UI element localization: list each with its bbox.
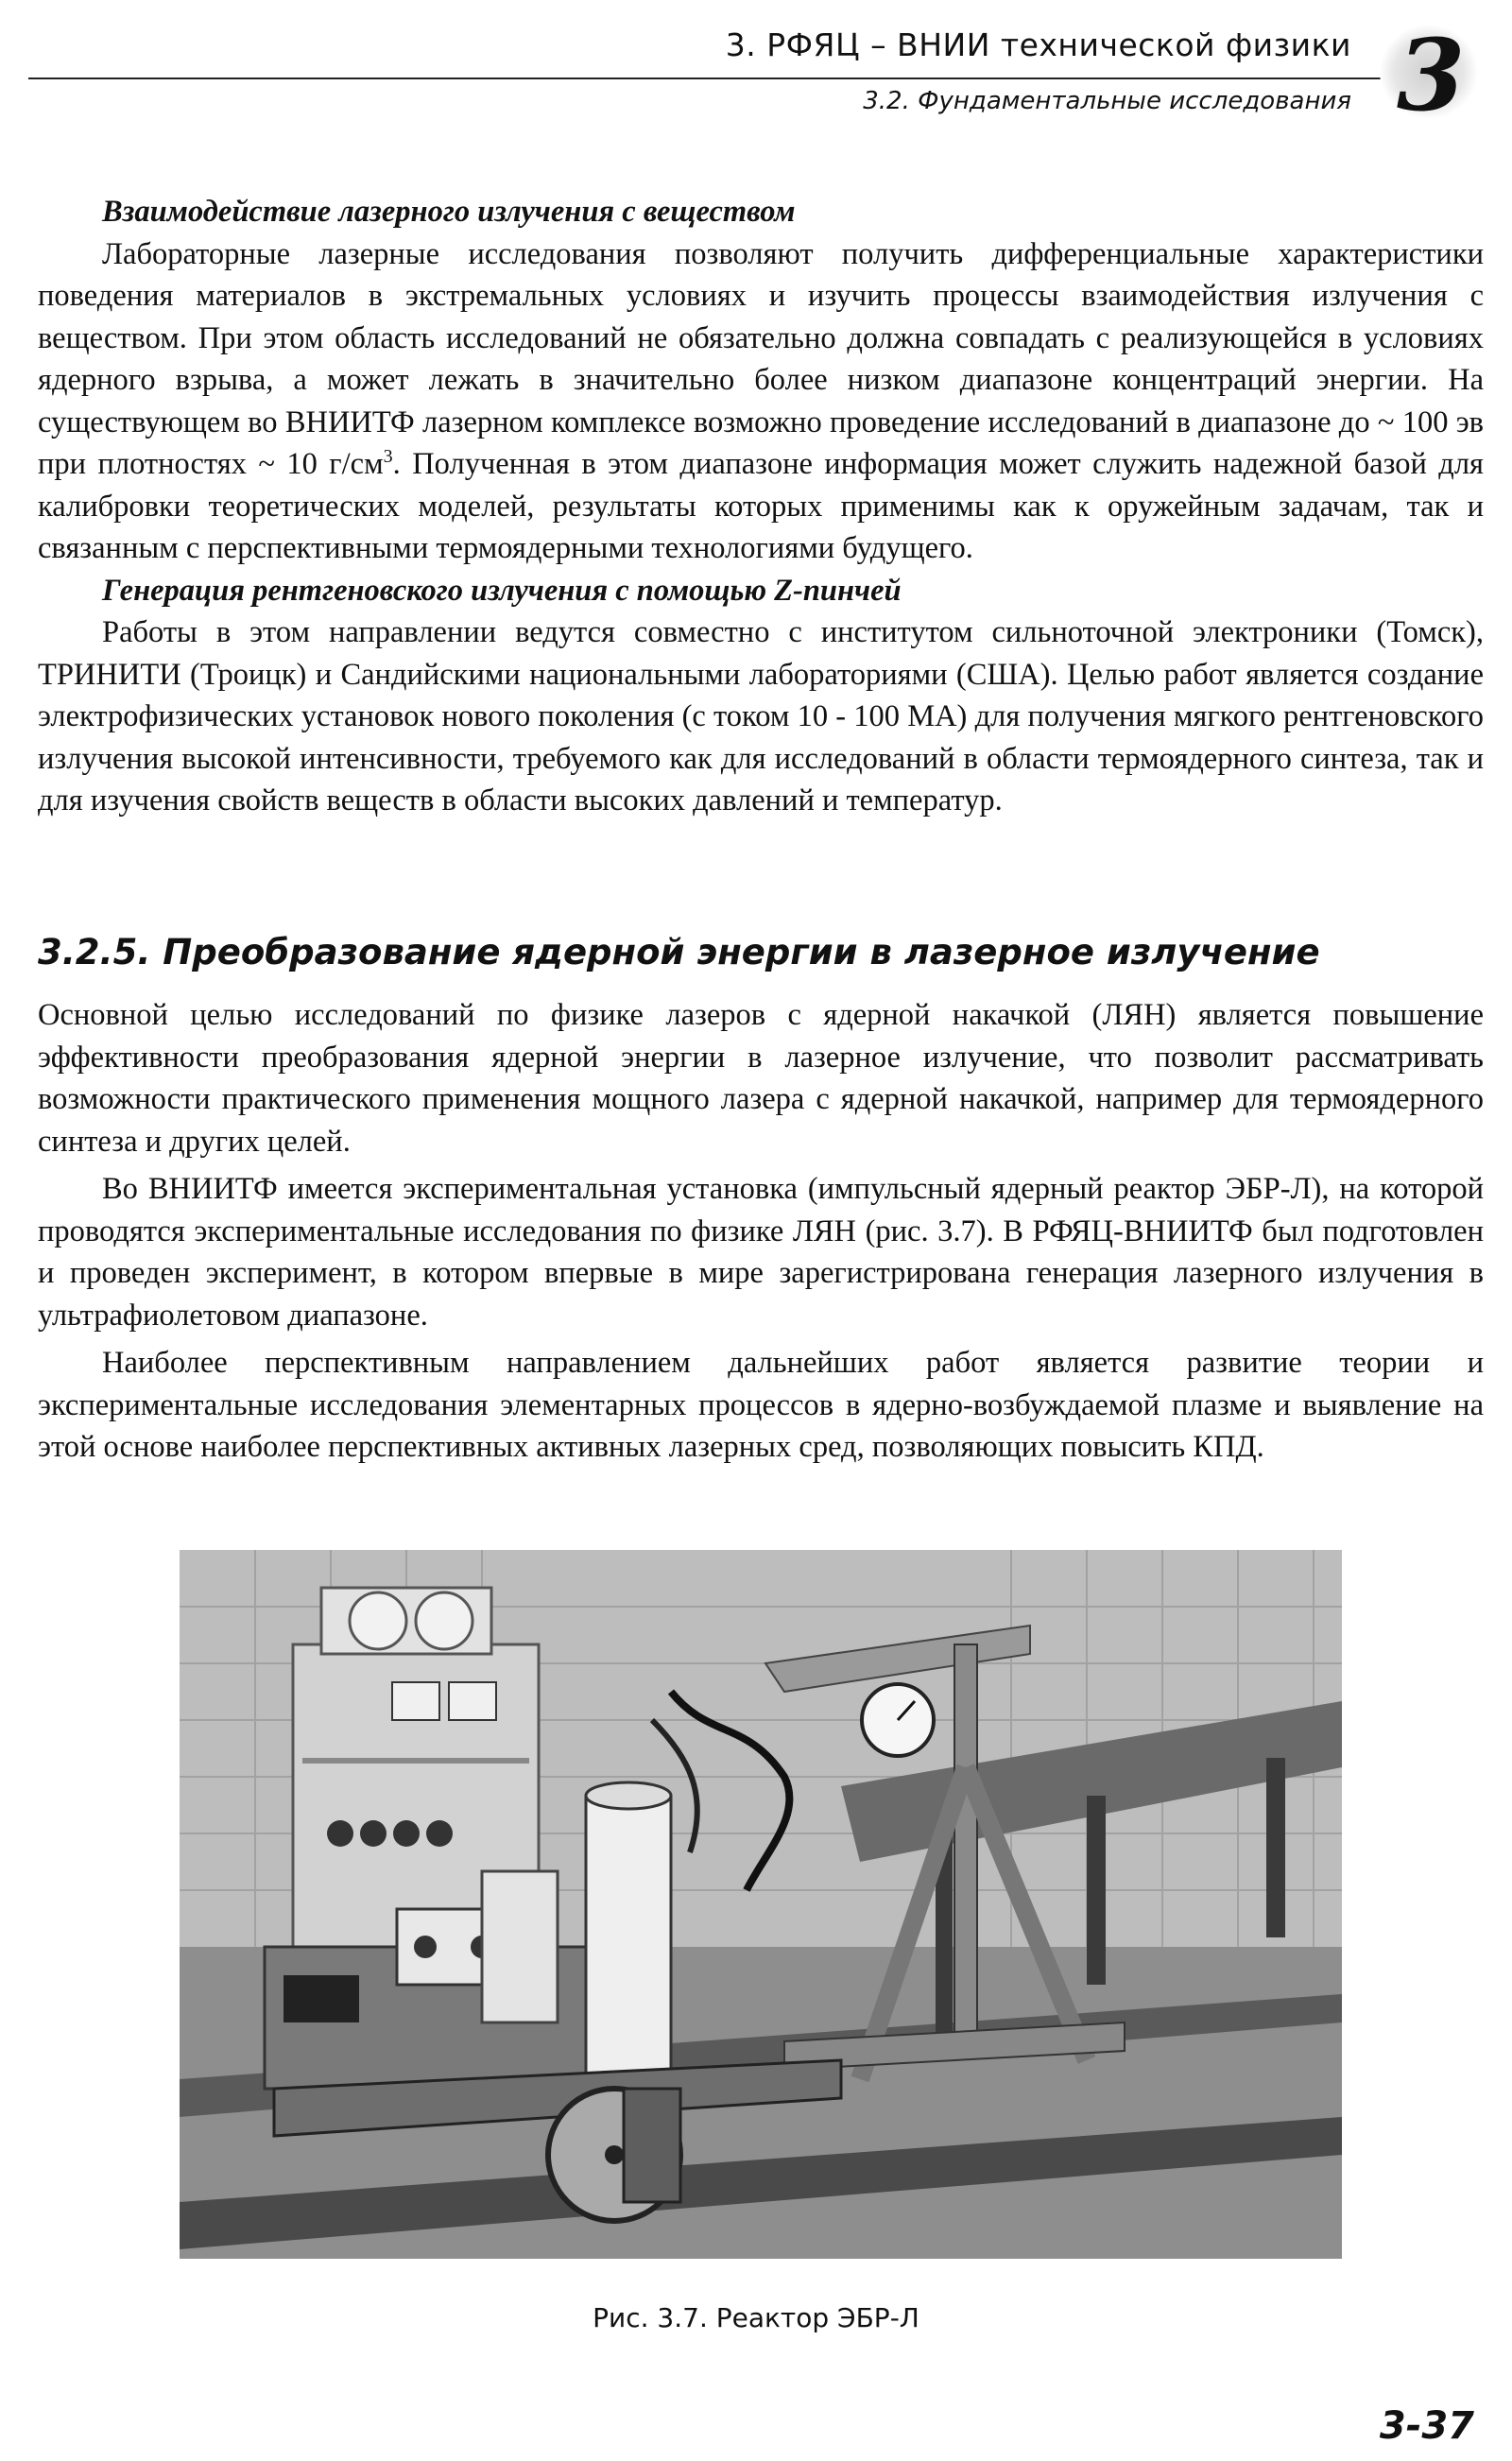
heading-laser-matter: Взаимодействие лазерного излучения с веществом: [102, 195, 796, 229]
paragraph-laser-matter-b: . Полученная в этом диапазоне информация может служить надежной базой для калибровки теоретических моделей, результаты которых применимы как к оружейным задачам, так и связанным с перспективными термоядерными технологиями будущего.: [38, 447, 1484, 565]
paragraph-laser-matter-a: Лабораторные лазерные исследования позволяют получить дифференциальные характеристики поведения материалов в экстремальных условиях и изучить процессы взаимодействия излучения с веществом. При этом область исследований не обязательно должна совпадать с реализующейся в условиях ядерного взрыва, а может лежать в значительно более низком диапазоне концентраций энергии. На существующем во ВНИИТФ лазерном комплексе возможно проведение исследований в диапазоне до ~ 100 эв при плотностях ~ 10 г/см: [38, 236, 1484, 481]
paragraph-lyan-goal: Основной целью исследований по физике лазеров с ядерной накачкой (ЛЯН) является повышение эффективности преобразования ядерной энергии в лазерное излучение, что позволит рассматривать возможности практического применения мощного лазера с ядерной накачкой, например для термоядерного синтеза и других целей.: [38, 998, 1484, 1159]
heading-z-pinch: Генерация рентгеновского излучения с помощью Z-пинчей: [102, 573, 902, 608]
running-header-section: 3.2. Фундаментальные исследования: [863, 87, 1351, 115]
superscript-cubed: 3: [383, 446, 393, 468]
chapter-number-badge: [1370, 17, 1484, 130]
chapter-badge-digit: 3: [1396, 17, 1466, 130]
running-header-chapter: 3. РФЯЦ – ВНИИ технической физики: [725, 26, 1351, 63]
section-title-3-2-5: 3.2.5. Преобразование ядерной энергии в лазерное излучение: [38, 932, 1320, 972]
reactor-photo-illustration: [180, 1550, 1342, 2259]
body-section-3-2-5: [38, 994, 1484, 1469]
header-rule: [28, 77, 1389, 79]
paragraph-laser-matter: [38, 233, 1484, 570]
paragraph-future-work: Наиболее перспективным направлением дальнейших работ является развитие теории и экспериментальные исследования элементарных процессов в ядерно-возбуждаемой плазме и выявление на этой основе наиболее перспективных активных лазерных сред, позволяющих повысить КПД.: [38, 1346, 1484, 1464]
figure-reactor-photo: [180, 1550, 1342, 2259]
body-upper: [38, 191, 1484, 822]
figure-caption: Рис. 3.7. Реактор ЭБР-Л: [593, 2302, 919, 2333]
paragraph-ebr-l-setup: Во ВНИИТФ имеется экспериментальная установка (импульсный ядерный реактор ЭБР-Л), на которой проводятся экспериментальные исследования по физике ЛЯН (рис. 3.7). В РФЯЦ-ВНИИТФ был подготовлен и проведен эксперимент, в котором впервые в мире зарегистрирована генерация лазерного излучения в ультрафиолетовом диапазоне.: [38, 1172, 1484, 1333]
paragraph-z-pinch: Работы в этом направлении ведутся совместно с институтом сильноточной электроники (Томск), ТРИНИТИ (Троицк) и Сандийскими национальными лабораториями (США). Целью работ является создание электрофизических установок нового поколения (с током 10 - 100 МА) для получения мягкого рентгеновского излучения высокой интенсивности, требуемого как для исследований в области термоядерного синтеза, так и для изучения свойств веществ в области высоких давлений и температур.: [38, 615, 1484, 817]
page-number: 3-37: [1379, 2404, 1474, 2448]
